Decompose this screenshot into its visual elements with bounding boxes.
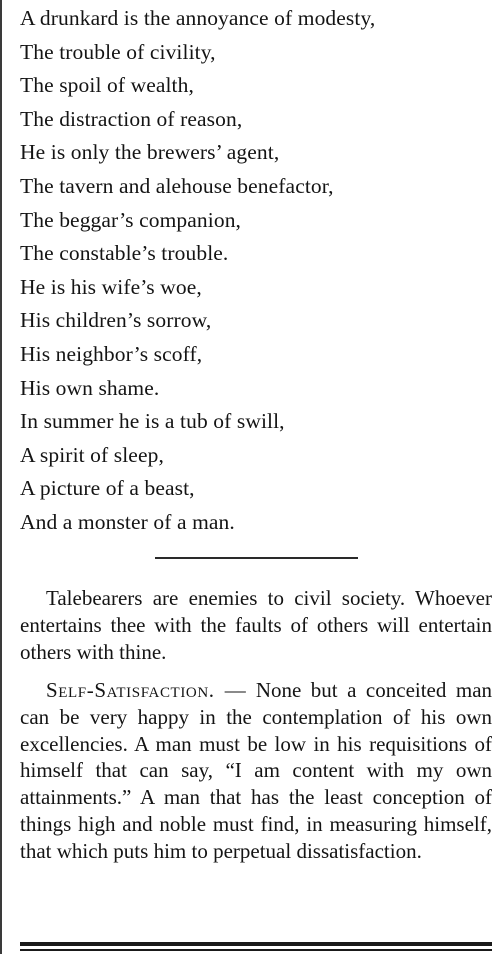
self-satisfaction-paragraph <box>20 677 492 865</box>
poem-line: He is only the brewers’ agent, <box>20 140 280 165</box>
section-divider <box>155 557 358 559</box>
self-satisfaction-text: None but a conceited man can be very happy in the contemplation of his own excellencies. A man must be low in his requisitions of himself that can say, “I am content with my own attainments.” A man that has the least conception of things high and noble must find, in measuring himself, that which puts him to perpetual dissatisfaction. <box>20 678 492 863</box>
talebearers-paragraph <box>20 585 492 665</box>
poem-line: The distraction of reason, <box>20 106 243 131</box>
poem-line: His neighbor’s scoff, <box>20 341 203 366</box>
poem-line: The trouble of civility, <box>20 39 216 64</box>
drunkard-poem <box>20 2 490 540</box>
poem-line: He is his wife’s woe, <box>20 274 202 299</box>
self-satisfaction-heading: Self-Satisfaction. — <box>46 678 247 702</box>
poem-line: And a monster of a man. <box>20 509 235 534</box>
poem-line: A drunkard is the annoyance of modesty, <box>20 6 376 30</box>
poem-line: A picture of a beast, <box>20 476 195 501</box>
poem-line: A spirit of sleep, <box>20 442 164 467</box>
column-end-rule-thick <box>20 942 492 946</box>
talebearers-text: Talebearers are enemies to civil society. Whoever entertains thee with the faults of others will entertain others with thine. <box>20 586 492 664</box>
poem-line: His children’s sorrow, <box>20 308 212 333</box>
column-end-rule-thin <box>20 949 492 951</box>
poem-line: In summer he is a tub of swill, <box>20 409 285 434</box>
poem-line: His own shame. <box>20 375 160 400</box>
poem-line: The beggar’s companion, <box>20 207 242 232</box>
poem-line: The constable’s trouble. <box>20 241 229 266</box>
column-left-rule <box>0 0 2 954</box>
poem-line: The spoil of wealth, <box>20 73 194 98</box>
poem-line: The tavern and alehouse benefactor, <box>20 173 334 198</box>
